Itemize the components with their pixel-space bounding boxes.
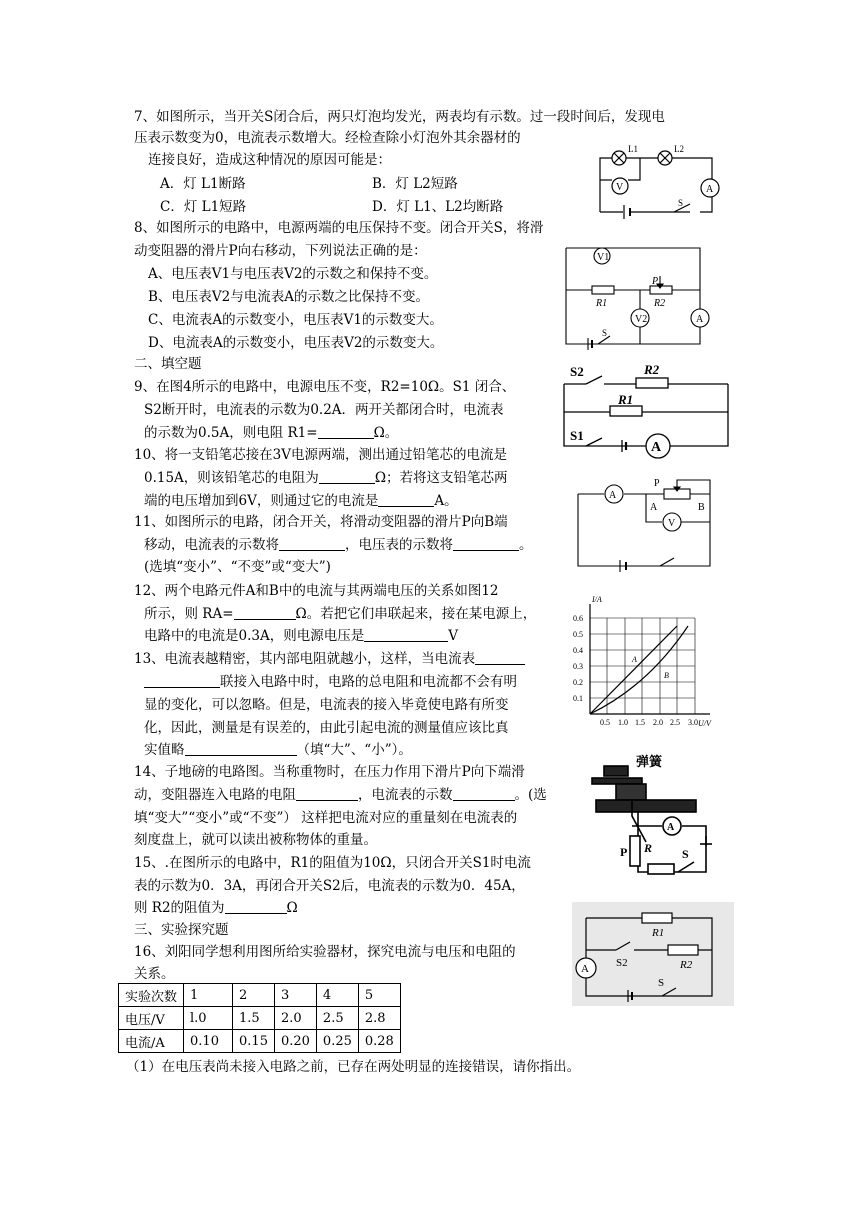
q12-xtick: 2.5 bbox=[670, 718, 680, 727]
q12-curve-a-label: A bbox=[632, 655, 637, 664]
q9-line3: 的示数为0.5A，则电阻 R1= Ω。 bbox=[144, 425, 399, 441]
q8-fig-s-label: S bbox=[602, 328, 608, 338]
table-cell: 0.15 bbox=[233, 1030, 275, 1053]
q7-line3: 连接良好，造成这种情况的原因可能是： bbox=[148, 152, 391, 168]
q14-fig-a-label: A bbox=[667, 822, 675, 833]
q9-answer-blank[interactable] bbox=[318, 424, 374, 439]
q8-line2: 动变阻器的滑片P向右移动，下列说法正确的是： bbox=[134, 243, 427, 259]
q11-answer-blank-2[interactable] bbox=[453, 536, 519, 551]
q8-fig-r2-label: R2 bbox=[654, 298, 666, 309]
q14-fig-p-label: P bbox=[620, 845, 628, 859]
q7-line2: 压表示数变为0，电流表示数增大。经检查除小灯泡外其余器材的 bbox=[134, 130, 521, 146]
q14-fig-r-label: R bbox=[644, 841, 653, 855]
q10-answer-blank-1[interactable] bbox=[319, 469, 375, 484]
q12-x-axis-label: U/V bbox=[698, 719, 711, 728]
q8-fig-r1-label: R1 bbox=[596, 298, 608, 309]
q15-fig-s2-label: S2 bbox=[616, 957, 628, 969]
q13-line5: 实值略 （填“大”、“小”）。 bbox=[144, 742, 412, 758]
q12-line2: 所示，则 RA= Ω。若把它们串联起来，接在某电源上， bbox=[144, 606, 537, 622]
table-cell: l.0 bbox=[184, 1007, 233, 1030]
q14-line2: 动，变阻器连入电路的电阻 ，电流表的示数 。(选 bbox=[134, 787, 547, 803]
q8-circuit-figure bbox=[562, 240, 722, 352]
q11-fig-p-label: P bbox=[654, 478, 660, 489]
q15-answer-blank[interactable] bbox=[225, 899, 287, 914]
q12-ytick: 0.3 bbox=[573, 662, 583, 671]
q8-option-b: B、电压表V2与电流表A的示数之比保持不变。 bbox=[148, 289, 430, 305]
q9-line1: 9、在图4所示的电路中，电源电压不变，R2=10Ω。S1 闭合、 bbox=[134, 379, 516, 395]
q12-curve-b-label: B bbox=[664, 671, 669, 680]
q9-fig-a-label: A bbox=[651, 440, 662, 455]
section-2-title: 二、填空题 bbox=[134, 356, 202, 372]
q12-xtick: 2.0 bbox=[653, 718, 663, 727]
table-row bbox=[119, 984, 401, 1007]
q9-fig-r1-label: R1 bbox=[618, 392, 634, 407]
q12-xtick: 0.5 bbox=[600, 718, 610, 727]
table-cell: 0.10 bbox=[184, 1030, 233, 1053]
table-row bbox=[119, 1030, 401, 1053]
table-cell: 2.0 bbox=[274, 1007, 316, 1030]
q13-line1: 13、电流表越精密，其内部电阻就越小，这样，当电流表 bbox=[134, 649, 525, 669]
q14-line1: 14、子地磅的电路图。当称重物时，在压力作用下滑片P向下端滑 bbox=[134, 764, 525, 780]
q10-line3: 端的电压增加到6V，则通过它的电流是 A。 bbox=[144, 493, 458, 509]
table-row bbox=[119, 1007, 401, 1030]
q9-fig-r2-label: R2 bbox=[644, 362, 660, 377]
q12-iv-graph bbox=[568, 586, 718, 732]
q9-fig-s1-label: S1 bbox=[570, 428, 584, 443]
q8-line1: 8、如图所示的电路中，电源两端的电压保持不变。闭合开关S，将滑 bbox=[134, 220, 544, 236]
table-cell: 3 bbox=[274, 984, 316, 1007]
q11-fig-b-end-label: B bbox=[698, 502, 705, 513]
q9-circuit-figure bbox=[560, 360, 732, 460]
q7-option-b: B．灯 L2短路 bbox=[372, 176, 458, 192]
table-cell: 5 bbox=[358, 984, 400, 1007]
q12-ytick: 0.6 bbox=[573, 614, 583, 623]
section-3-title: 三、实验探究题 bbox=[134, 922, 229, 938]
table-cell: 1 bbox=[184, 984, 233, 1007]
q11-line3: (选填“变小”、“不变”或“变大”) bbox=[144, 559, 331, 575]
table-cell: 2 bbox=[233, 984, 275, 1007]
q7-option-c: C．灯 L1短路 bbox=[160, 199, 247, 215]
q8-fig-v1-label: V1 bbox=[597, 252, 610, 263]
q15-line2: 表的示数为0．3A，再闭合开关S2后，电流表的示数为0．45A， bbox=[134, 878, 525, 894]
q14-line4: 刻度盘上，就可以读出被称物体的重量。 bbox=[134, 832, 377, 848]
q8-fig-a-label: A bbox=[696, 314, 704, 325]
table-cell: 2.8 bbox=[358, 1007, 400, 1030]
q15-fig-r1-label: R1 bbox=[652, 927, 665, 939]
table-cell: 2.5 bbox=[316, 1007, 358, 1030]
q15-line1: 15、.在图所示的电路中，R1的阻值为10Ω，只闭合开关S1时电流 bbox=[134, 855, 531, 871]
table-cell: 0.28 bbox=[358, 1030, 400, 1053]
q12-ytick: 0.4 bbox=[573, 646, 583, 655]
table-cell: 4 bbox=[316, 984, 358, 1007]
q9-fig-s2-label: S2 bbox=[570, 364, 584, 379]
q14-scale-circuit-figure bbox=[586, 752, 722, 888]
q10-line2: 0.15A，则该铅笔芯的电阻为 Ω；若将这支铅笔芯两 bbox=[144, 470, 508, 486]
q10-line1: 10、将一支铅笔芯接在3V电源两端，测出通过铅笔芯的电流是 bbox=[134, 447, 508, 463]
q13-answer-blank-2[interactable] bbox=[185, 741, 297, 756]
q13-line4: 化，因此，测量是有误差的，由此引起电流的测量值应该比真 bbox=[144, 720, 509, 736]
q15-fig-s-label: S bbox=[658, 977, 665, 989]
q7-option-d: D．灯 L1、L2均断路 bbox=[372, 199, 504, 215]
q14-answer-blank-1[interactable] bbox=[296, 786, 358, 801]
q8-fig-v2-label: V2 bbox=[635, 314, 648, 325]
q8-option-a: A、电压表V1与电压表V2的示数之和保持不变。 bbox=[148, 266, 438, 282]
q15-fig-a-label: A bbox=[581, 963, 589, 975]
q7-fig-a-label: A bbox=[706, 184, 714, 195]
q14-line3: 填“变大”“变小”或“不变”） 这样把电流对应的重量刻在电流表的 bbox=[134, 810, 518, 826]
q13-line3: 显的变化，可以忽略。但是，电流表的接入毕竟使电路有所变 bbox=[144, 697, 509, 713]
table-cell: 0.20 bbox=[274, 1030, 316, 1053]
q12-answer-blank-2[interactable] bbox=[364, 627, 448, 642]
q12-ytick: 0.5 bbox=[573, 630, 583, 639]
q14-spring-label: 弹簧 bbox=[636, 754, 663, 769]
q10-answer-blank-2[interactable] bbox=[378, 492, 434, 507]
q14-answer-blank-2[interactable] bbox=[453, 786, 515, 801]
q7-fig-s-label: S bbox=[678, 198, 684, 208]
q15-line3: 则 R2的阻值为 Ω bbox=[134, 900, 298, 916]
table-cell: 1.5 bbox=[233, 1007, 275, 1030]
q15-fig-r2-label: R2 bbox=[680, 959, 693, 971]
q11-fig-a-end-label: A bbox=[650, 502, 658, 513]
q12-ytick: 0.1 bbox=[573, 694, 583, 703]
q7-option-a: A．灯 L1断路 bbox=[160, 176, 246, 192]
q12-xtick: 1.0 bbox=[618, 718, 628, 727]
q16-line1: 16、刘阳同学想利用图所给实验器材，探究电流与电压和电阻的 bbox=[134, 944, 516, 960]
q12-answer-blank-1[interactable] bbox=[234, 605, 296, 620]
table-cell: 电压/V bbox=[119, 1007, 184, 1030]
q12-y-axis-label: I/A bbox=[592, 595, 602, 604]
q7-fig-l2-label: L2 bbox=[674, 144, 684, 154]
q12-ytick: 0.2 bbox=[573, 678, 583, 687]
q7-line1: 7、如图所示，当开关S闭合后，两只灯泡均发光，两表均有示数。过一段时间后，发现电 bbox=[134, 109, 665, 125]
q7-circuit-figure bbox=[592, 140, 732, 220]
q13-line2: 联接入电路中时，电路的总电阻和电流都不会有明 bbox=[144, 672, 517, 692]
q13-answer-blank-1[interactable] bbox=[475, 650, 525, 665]
q8-option-d: D、电流表A的示数变小，电压表V2的示数变大。 bbox=[148, 335, 444, 351]
q13-answer-blank-1-cont[interactable] bbox=[144, 673, 220, 688]
table-cell: 电流/A bbox=[119, 1030, 184, 1053]
table-cell: 实验次数 bbox=[119, 984, 184, 1007]
q12-xtick: 3.0 bbox=[688, 718, 698, 727]
q16-subquestion-1: （1）在电压表尚未接入电路之前，已存在两处明显的连接错误，请你指出。 bbox=[126, 1059, 581, 1075]
q16-line2: 关系。 bbox=[134, 966, 175, 982]
q16-data-table bbox=[118, 983, 401, 1053]
q7-fig-v-label: V bbox=[616, 182, 624, 193]
q12-line3: 电路中的电流是0.3A，则电源电压是 V bbox=[144, 628, 458, 644]
q15-circuit-figure bbox=[572, 902, 734, 1006]
q11-fig-v-label: V bbox=[668, 518, 676, 529]
q9-line2: S2断开时，电流表的示数为0.2A．两开关都闭合时，电流表 bbox=[144, 402, 504, 418]
q11-fig-a-label: A bbox=[609, 490, 617, 501]
q11-line2: 移动，电流表的示数将 ，电压表的示数将 。 bbox=[144, 537, 533, 553]
q12-xtick: 1.5 bbox=[635, 718, 645, 727]
q11-circuit-figure bbox=[574, 474, 716, 572]
q8-fig-p-label: P bbox=[652, 276, 659, 287]
q14-fig-s-label: S bbox=[682, 847, 689, 861]
q8-option-c: C、电流表A的示数变小，电压表V1的示数变大。 bbox=[148, 312, 443, 328]
q11-answer-blank-1[interactable] bbox=[279, 536, 345, 551]
table-cell: 0.25 bbox=[316, 1030, 358, 1053]
q12-line1: 12、两个电路元件A和B中的电流与其两端电压的关系如图12 bbox=[134, 583, 499, 599]
q7-fig-l1-label: L1 bbox=[628, 144, 638, 154]
q11-line1: 11、如图所示的电路，闭合开关，将滑动变阻器的滑片P向B端 bbox=[134, 514, 508, 530]
